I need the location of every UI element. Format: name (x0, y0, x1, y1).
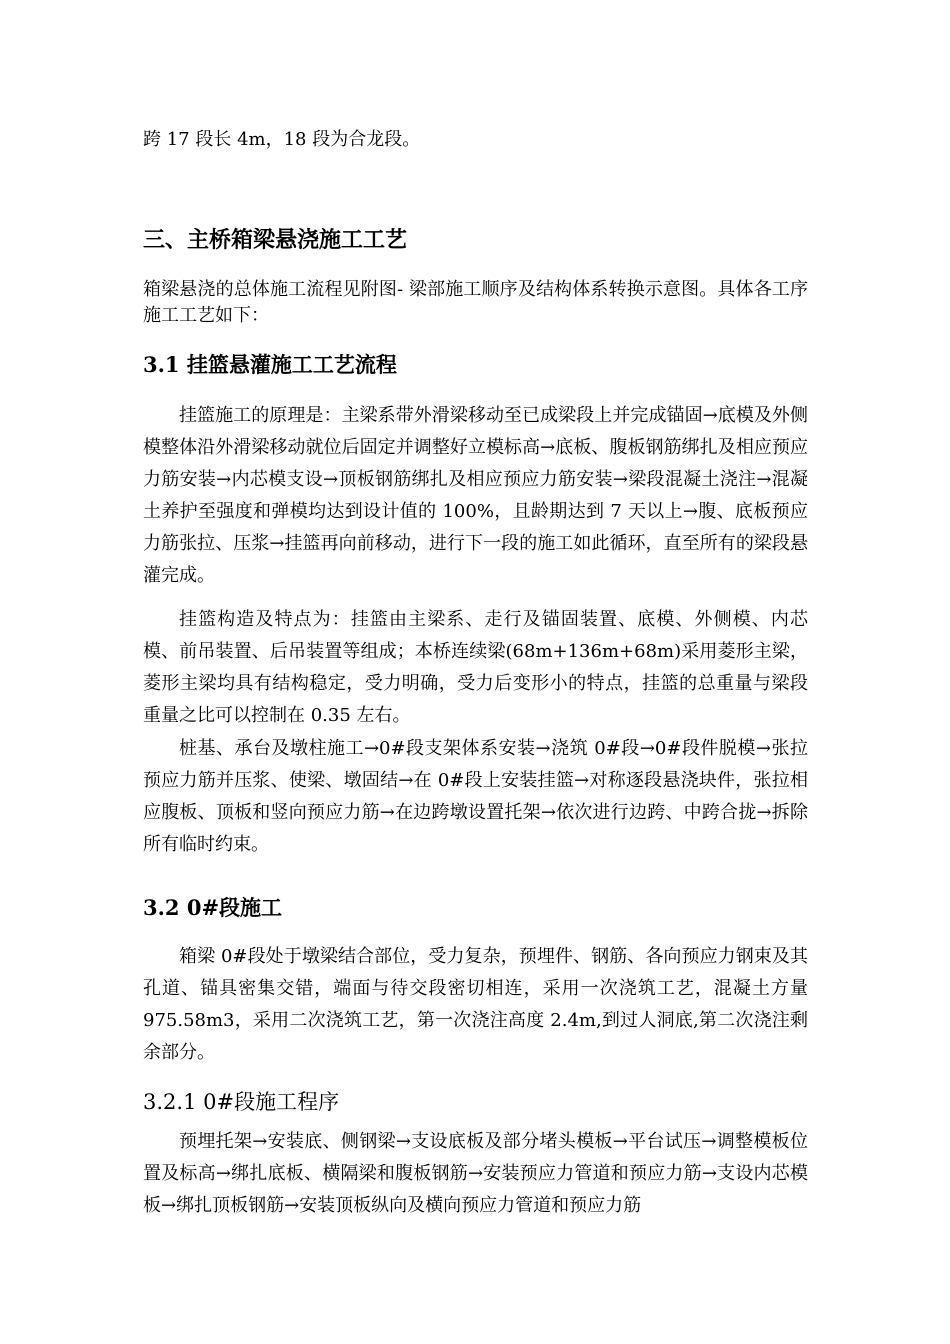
subsection-3-2-1-paragraph-1: 预埋托架→安装底、侧钢梁→支设底板及部分堵头模板→平台试压→调整模板位置及标高→绑扎底板、横隔梁和腹板钢筋→安装预应力管道和预应力筋→支设内芯模板→绑扎顶板钢筋→安装顶板纵向及横向预应力管道和预应力筋 (143, 1131, 808, 1216)
section-3-heading: 三、主桥箱梁悬浇施工工艺 (143, 228, 408, 253)
subsection-3-1-heading: 3.1 挂篮悬灌施工工艺流程 (143, 352, 397, 377)
section-3-intro: 箱梁悬浇的总体施工流程见附图- 梁部施工顺序及结构体系转换示意图。具体各工序施工工艺如下： (143, 279, 808, 326)
subsection-3-2-heading: 3.2 0#段施工 (143, 895, 283, 920)
subsection-3-2-1-heading: 3.2.1 0#段施工程序 (143, 1090, 340, 1114)
subsection-3-2-paragraph-1: 箱梁 0#段处于墩梁结合部位，受力复杂，预埋件、钢筋、各向预应力钢束及其孔道、锚具密集交错，端面与待交段密切相连，采用一次浇筑工艺，混凝土方量 975.58m3，采用二次浇筑工艺，第一次浇注高度 2.4m,到过人洞底,第二次浇注剩余部分。 (143, 946, 808, 1063)
subsection-3-1-paragraph-3: 桩基、承台及墩柱施工→0#段支架体系安装→浇筑 0#段→0#段件脱模→张拉预应力筋并压浆、使梁、墩固结→在 0#段上安装挂篮→对称逐段悬浇块件，张拉相应腹板、顶板和竖向预应力筋→在边跨墩设置托架→依次进行边跨、中跨合拢→拆除所有临时约束。 (143, 738, 808, 855)
subsection-3-1-paragraph-1: 挂篮施工的原理是：主梁系带外滑梁移动至已成梁段上并完成锚固→底模及外侧模整体沿外滑梁移动就位后固定并调整好立模标高→底板、腹板钢筋绑扎及相应预应力筋安装→内芯模支设→顶板钢筋绑扎及相应预应力筋安装→梁段混凝土浇注→混凝土养护至强度和弹模均达到设计值的 100%，且龄期达到 7 天以上→腹、底板预应力筋张拉、压浆→挂篮再向前移动，进行下一段的施工如此循环，直至所有的梁段悬灌完成。 (143, 405, 808, 586)
subsection-3-1-paragraph-2: 挂篮构造及特点为：挂篮由主梁系、走行及锚固装置、底模、外侧模、内芯模、前吊装置、后吊装置等组成；本桥连续梁(68m+136m+68m)采用菱形主梁，菱形主梁均具有结构稳定，受力明确，受力后变形小的特点，挂篮的总重量与梁段重量之比可以控制在 0.35 左右。 (143, 609, 808, 726)
intro-line: 跨 17 段长 4m，18 段为合龙段。 (143, 129, 421, 150)
